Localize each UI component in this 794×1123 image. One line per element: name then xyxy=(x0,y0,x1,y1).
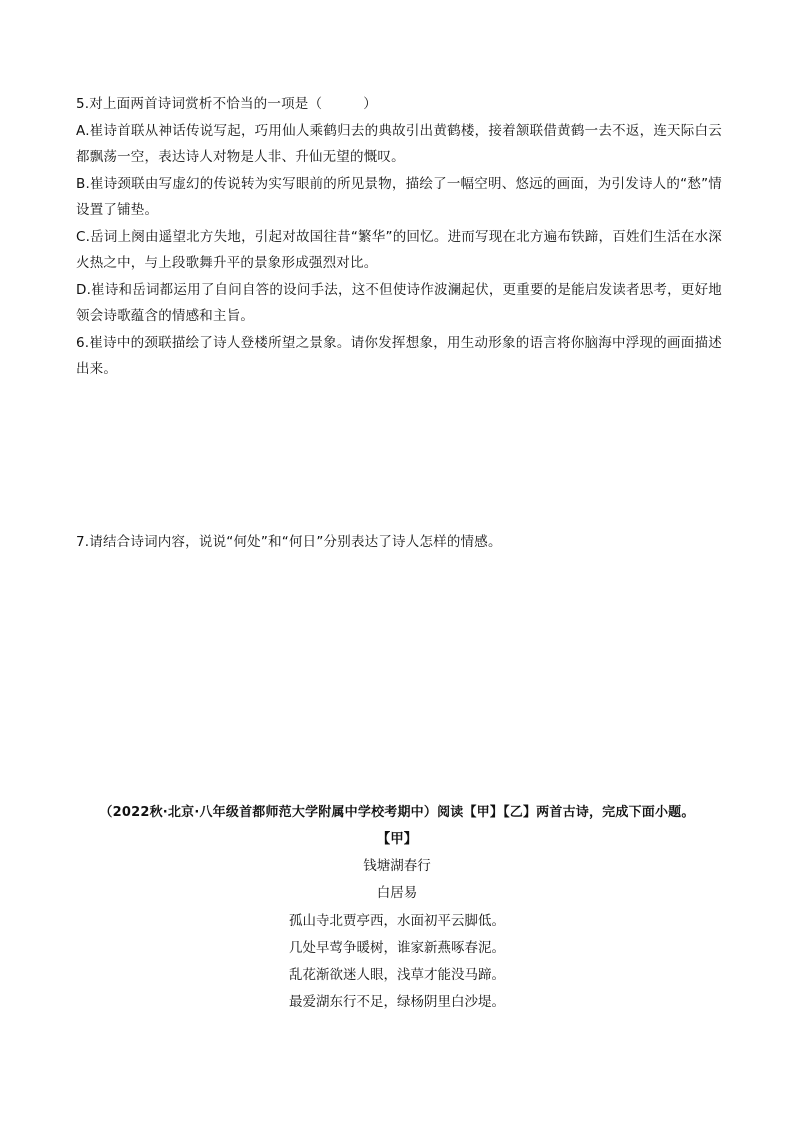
question-5-option-a: A.崔诗首联从神话传说写起，巧用仙人乘鹤归去的典故引出黄鹤楼，接着颔联借黄鹤一去不返，连天际白云都飘荡一空，表达诗人对物是人非、升仙无望的慨叹。 xyxy=(76,122,722,165)
poem-line: 孤山寺北贾亭西，水面初平云脚低。 xyxy=(289,912,505,929)
question-5-option-c: C.岳词上阕由遥望北方失地，引起对故国往昔“繁华”的回忆。进而写现在北方遍布铁蹄，百姓们生活在水深火热之中，与上段歌舞升平的景象形成强烈对比。 xyxy=(76,228,722,271)
question-5-option-d: D.崔诗和岳词都运用了自问自答的设问手法，这不但使诗作波澜起伏，更重要的是能启发读者思考，更好地领会诗歌蕴含的情感和主旨。 xyxy=(76,281,722,324)
poem-line: 乱花渐欲迷人眼，浅草才能没马蹄。 xyxy=(289,967,505,984)
question-7-block xyxy=(76,529,722,556)
question-5-option-b: B.崔诗颈联由写虚幻的传说转为实写眼前的所见景物，描绘了一幅空明、悠远的画面，为引发诗人的“愁”情设置了铺垫。 xyxy=(76,175,722,218)
poem-title: 钱塘湖春行 xyxy=(363,858,431,875)
poem-author: 白居易 xyxy=(376,885,418,902)
question-7-text: 7.请结合诗词内容，说说“何处”和“何日”分别表达了诗人怎样的情感。 xyxy=(76,534,502,550)
question-5-stem: 5.对上面两首诗词赏析不恰当的一项是（ ） xyxy=(76,96,377,112)
question-5-block xyxy=(76,91,722,383)
source-line: （2022秋·北京·八年级首都师范大学附属中学校考期中）阅读【甲】【乙】两首古诗，完成下面小题。 xyxy=(99,805,695,820)
poem-tag: 【甲】 xyxy=(376,831,418,847)
poem-block xyxy=(0,826,794,1016)
poem-line: 最爱湖东行不足，绿杨阴里白沙堤。 xyxy=(289,994,505,1011)
question-6-text: 6.崔诗中的颈联描绘了诗人登楼所望之景象。请你发挥想象，用生动形象的语言将你脑海中浮现的画面描述出来。 xyxy=(76,334,722,377)
poem-line: 几处早莺争暖树，谁家新燕啄春泥。 xyxy=(289,939,505,956)
